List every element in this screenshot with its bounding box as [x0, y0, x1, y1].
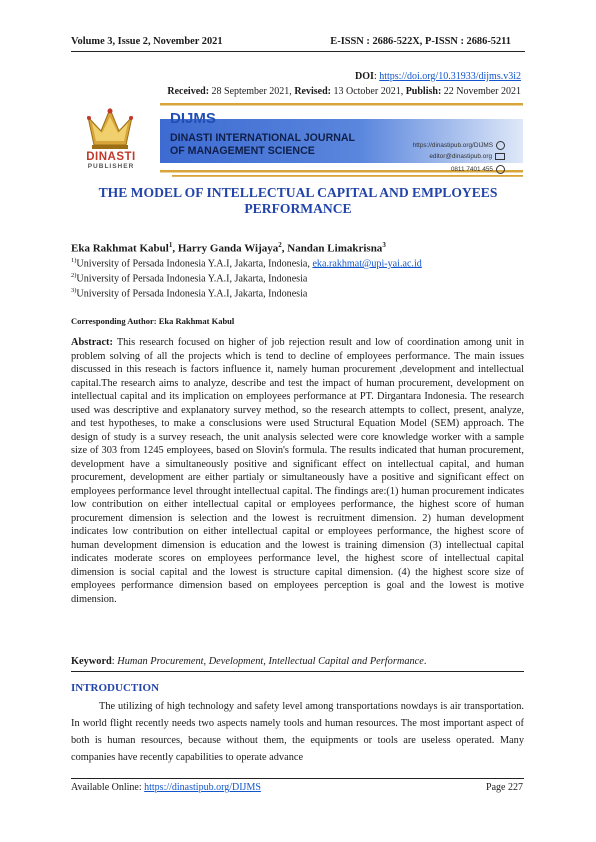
running-header	[71, 33, 525, 52]
journal-link[interactable]: https://dinastipub.org/DIJMS	[144, 782, 261, 793]
corresponding-author: Corresponding Author: Eka Rakhmat Kabul	[71, 316, 235, 326]
author-1-sup: 1	[168, 241, 173, 249]
author-1: Eka Rakhmat Kabul	[71, 242, 169, 255]
doi-label: DOI	[355, 71, 374, 82]
keywords: Keyword: Human Procurement, Development, Intellectual Capital and Performance.	[71, 656, 427, 667]
globe-icon	[496, 141, 505, 150]
phone-text: 0811 7401 455	[450, 166, 493, 173]
journal-banner	[74, 101, 523, 182]
footer-available	[71, 782, 261, 793]
affiliation-2-sup: 2)	[71, 272, 77, 279]
publish-date: 22 November 2021	[443, 86, 521, 97]
available-label: Available Online:	[71, 782, 142, 793]
envelope-icon	[495, 153, 505, 160]
contact-phone-row	[451, 165, 505, 174]
author-list: Eka Rakhmat Kabul$^1$, Harry Ganda Wijaya$^2$, Nandan Limakrisna$^3$	[71, 241, 386, 255]
abstract-label: Abstract:	[71, 337, 113, 348]
email-text[interactable]: editor@dinastipub.org	[429, 153, 492, 160]
introduction-heading: INTRODUCTION	[71, 682, 160, 694]
received-date: 28 September 2021,	[211, 86, 292, 97]
doi-link[interactable]: https://doi.org/10.31933/dijms.v3i2	[379, 71, 521, 82]
paper-title-line2: PERFORMANCE	[244, 201, 352, 216]
author-3-sup: 3	[382, 241, 386, 249]
website-text[interactable]: https://dinastipub.org/DIJMS	[412, 142, 493, 149]
affiliation-3	[71, 287, 307, 299]
journal-issn: E-ISSN : 2686-522X, P-ISSN : 2686-5211	[330, 36, 511, 47]
keywords-label: Keyword	[71, 656, 112, 667]
keywords-divider	[71, 671, 524, 672]
revised-date: 13 October 2021,	[333, 86, 404, 97]
contact-website-row	[413, 141, 505, 150]
contact-email-row	[429, 153, 505, 160]
doi-line: DOI: https://doi.org/10.31933/dijms.v3i2	[355, 71, 521, 82]
publication-dates	[167, 86, 521, 97]
publish-label: Publish:	[405, 86, 442, 97]
introduction-text: The utilizing of high technology and safety level among transportations nowdays is air transportation. In world flight recently needs two aspects namely tools and human resources. The most important aspect of both is human resources, because without them, the equipments or tools are useless operated. Many companies have recently capabilities to operate advance	[71, 701, 524, 763]
journal-name-line1: DINASTI INTERNATIONAL JOURNAL	[170, 132, 355, 144]
journal-acronym: DIJMS	[170, 110, 216, 127]
author-email-link[interactable]: eka.rakhmat@upi-yai.ac.id	[312, 258, 422, 270]
author-2: Harry Ganda Wijaya	[177, 242, 279, 255]
whatsapp-icon	[496, 165, 505, 174]
paper-title-line1: THE MODEL OF INTELLECTUAL CAPITAL AND EMPLOYEES	[98, 185, 498, 200]
page-number: Page 227	[486, 782, 523, 793]
journal-name	[170, 132, 355, 158]
logo-name: DINASTI	[86, 151, 136, 163]
affiliation-1	[71, 257, 422, 269]
affiliation-3-sup: 3)	[71, 287, 77, 294]
journal-volume: Volume 3, Issue 2, November 2021	[71, 36, 223, 47]
affiliation-1-text: University of Persada Indonesia Y.A.I, Jakarta, Indonesia,	[76, 258, 313, 270]
affiliation-2	[71, 272, 307, 284]
affiliation-2-text: University of Persada Indonesia Y.A.I, Jakarta, Indonesia	[76, 273, 308, 285]
dinasti-crown-logo	[87, 109, 133, 150]
logo-subtitle: PUBLISHER	[87, 163, 135, 170]
author-2-sup: 2	[278, 241, 282, 249]
abstract	[71, 336, 524, 606]
paper-title	[85, 185, 511, 217]
footer-divider	[71, 778, 524, 779]
received-label: Received:	[167, 86, 210, 97]
introduction-paragraph	[71, 698, 524, 766]
dinasti-logo-text	[83, 151, 139, 170]
affiliation-3-text: University of Persada Indonesia Y.A.I, Jakarta, Indonesia	[76, 288, 308, 300]
affiliation-1-sup: 1)	[71, 257, 77, 264]
revised-label: Revised:	[294, 86, 331, 97]
journal-name-line2: OF MANAGEMENT SCIENCE	[170, 145, 315, 157]
keywords-text: Human Procurement, Development, Intellectual Capital and Performance	[117, 656, 424, 667]
abstract-text: This research focused on higher of job rejection result and low of coordination among unit in problem solving of all the projects which is tend to decline of employees performance. The main issues discussed in this reseach is factors influence it, namely human procurement ,development and intellectual capital.The research aims to analyze, describe and test the impact of human procurement, development on intellectual capital and its implication on employees performance at PT. Dirgantara Indonesia. The research used was descriptive and explanatory survey method, so the research attempts to collect, present, analyze, and test hypotheses, to make a consclusions were used Structural Equation Model (SEM) approach. The design of study is a survey reseach, the unit analysis selected were core knowledge worker with a sample size of 303 from 1245 employees, based on Slovin's formula. The results indicated that human procurement, development have a simultaneously positive and significant effect on intellectual capital, and human procurement, development are either partialy or simultaneously have a positive and significant effect on employees performance level throught intellectual capital. The findings are:(1) human procurement indicates low contribution on either intellectual capital or employees performance, the highest score of human procurement dimension is selection and the lowest is recruitment dimension. 2) human development indicates low contribution on either intellectual capital or employees performance, the highest score of human development dimension is education and the lowest is training dimension (3) intellectual capital indicates moderate scores on employees performance level, the highest score of intellectual capital dimension is social capital and the lowest is structure capital dimension. (4) the highest score size of employees performance dimension based on employees perception is goal and the lowest is motive dimension.	[71, 337, 524, 605]
author-3: Nandan Limakrisna	[287, 242, 383, 255]
